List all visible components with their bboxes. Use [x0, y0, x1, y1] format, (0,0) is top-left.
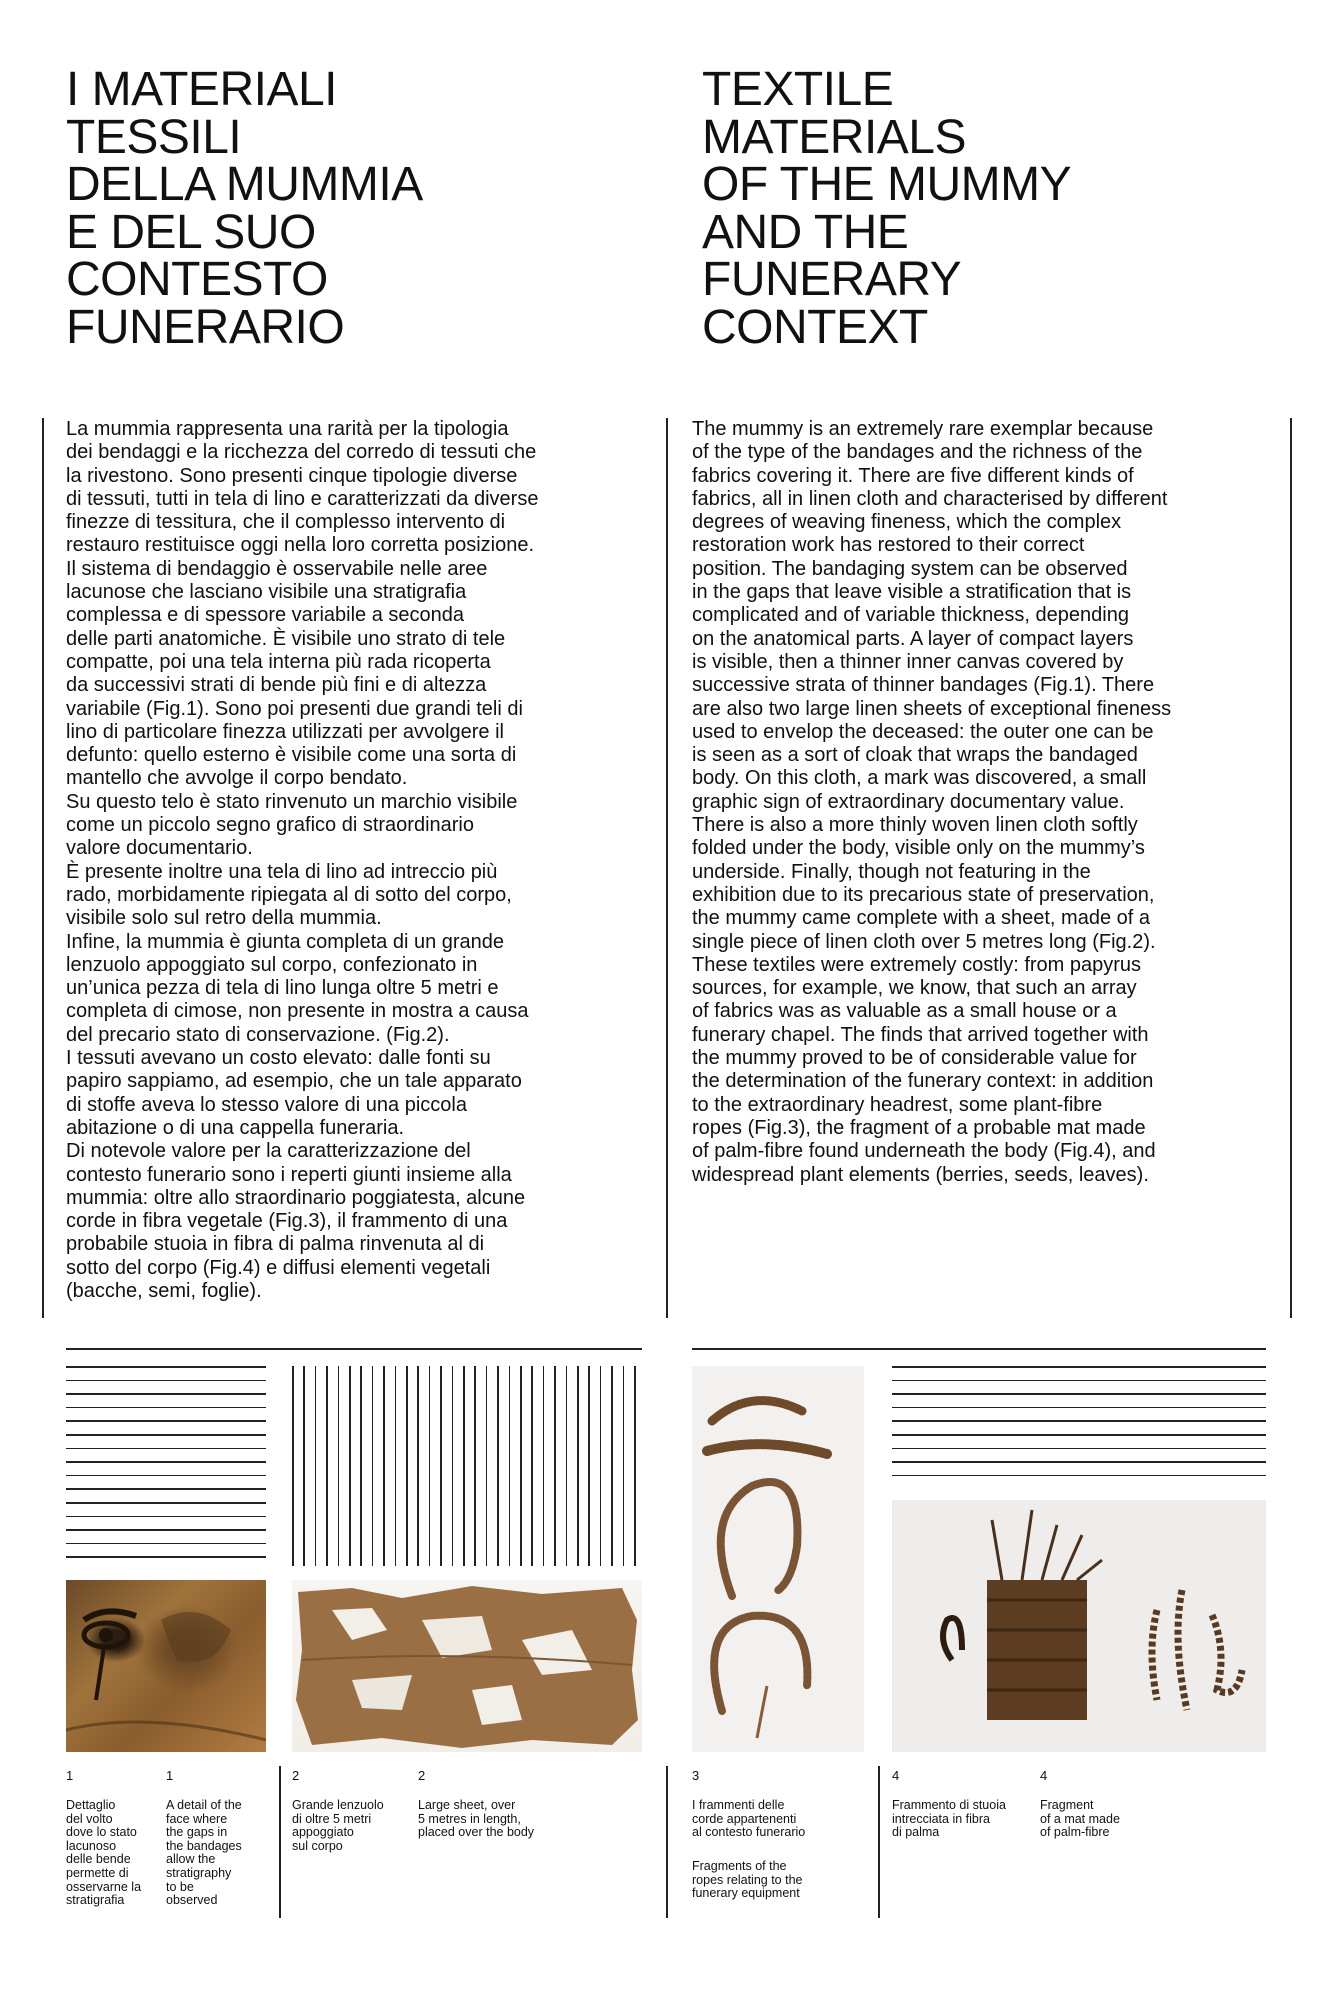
decorative-line	[360, 1366, 362, 1566]
decorative-line	[66, 1556, 266, 1558]
decorative-line	[66, 1461, 266, 1463]
horizontal-lines-pattern-right	[892, 1366, 1266, 1486]
header-rule-left	[66, 1348, 642, 1350]
photo-face-detail	[66, 1580, 266, 1752]
figure-1-number-en: 1	[166, 1768, 174, 1783]
decorative-line	[429, 1366, 431, 1566]
horizontal-lines-pattern-left	[66, 1366, 266, 1566]
body-text-italian: La mummia rappresenta una rarità per la tipologia dei bendaggi e la ricchezza del corredo di tessuti che la rivestono. Sono presenti cinque tipologie diverse di tessuti, tutti in tela di lino e caratterizzati da diverse finezze di tessitura, che il complesso intervento di restauro restituisce oggi nella loro corretta posizione. Il sistema di bendaggio è osservabile nelle aree lacunose che lasciano visibile una stratigrafia complessa e di spessore variabile a seconda delle parti anatomiche. È visibile uno strato di tele compatte, poi una tela interna più rada ricoperta da successivi strati di bende più fini e di altezza variabile (Fig.1). Sono poi presenti due grandi teli di lino di particolare finezza utilizzati per avvolgere il defunto: quello esterno è visibile come una sorta di mantello che avvolge il corpo bendato. Su questo telo è stato rinvenuto un marchio visibile come un piccolo segno grafico di straordinario valore documentario. È presente inoltre una tela di lino ad intreccio più rado, morbidamente ripiegata al di sotto del corpo, visibile solo sul retro della mummia. Infine, la mummia è giunta completa di un grande lenzuolo appoggiato sul corpo, confezionato in un’unica pezza di tela di lino lunga oltre 5 metri e completa di cimose, non presente in mostra a causa del precario stato di conservazione. (Fig.2). I tessuti avevano un costo elevato: dalle fonti su papiro sappiamo, ad esempio, che un tale apparato di stoffe aveva lo stesso valore di una piccola abitazione o di una cappella funeraria. Di notevole valore per la caratterizzazione del contesto funerario sono i reperti giunti insieme alla mummia: oltre allo straordinario poggiatesta, alcune corde in fibra vegetale (Fig.3), il frammento di una probabile stuoia in fibra di palma rinvenuta al di sotto del corpo (Fig.4) e diffusi elementi vegetali (bacche, semi, foglie).	[66, 418, 539, 1302]
decorative-line	[66, 1380, 266, 1382]
rope-illustration	[692, 1366, 864, 1752]
decorative-line	[892, 1461, 1266, 1463]
decorative-line	[66, 1488, 266, 1490]
decorative-line	[474, 1366, 476, 1566]
decorative-line	[892, 1393, 1266, 1395]
photo-linen-sheet	[292, 1580, 642, 1752]
decorative-line	[66, 1393, 266, 1395]
figure-4-number-en: 4	[1040, 1768, 1048, 1783]
decorative-line	[66, 1475, 266, 1477]
decorative-line	[372, 1366, 374, 1566]
right-column-rule	[1290, 418, 1292, 1318]
decorative-line	[554, 1366, 556, 1566]
body-text-english: The mummy is an extremely rare exemplar because of the type of the bandages and the richness of the fabrics covering it. There are five different kinds of fabrics, all in linen cloth and characterised by different degrees of weaving fineness, which the complex restoration work has restored to their correct position. The bandaging system can be observed in the gaps that leave visible a stratification that is complicated and of variable thickness, depending on the anatomical parts. A layer of compact layers is visible, then a thinner inner canvas covered by successive strata of thinner bandages (Fig.1). There are also two large linen sheets of exceptional fineness used to envelop the deceased: the outer one can be is seen as a sort of cloak that wraps the bandaged body. On this cloth, a mark was discovered, a small graphic sign of extraordinary documentary value. There is also a more thinly woven linen cloth softly folded under the body, visible only on the mummy’s underside. Finally, though not featuring in the exhibition due to its precarious state of preservation, the mummy came complete with a sheet, made of a single piece of linen cloth over 5 metres long (Fig.2). These textiles were extremely costly: from papyrus sources, for example, we know, that such an array of fabrics was as valuable as a small house or a funerary chapel. The finds that arrived together with the mummy proved to be of considerable value for the determination of the funerary context: in addition to the extraordinary headrest, some plant-fibre ropes (Fig.3), the fragment of a probable mat made of palm-fibre found underneath the body (Fig.4), and widespread plant elements (berries, seeds, leaves).	[692, 418, 1172, 1186]
decorative-line	[509, 1366, 511, 1566]
palm-mat-illustration	[892, 1500, 1266, 1752]
figure-4-number-it: 4	[892, 1768, 900, 1783]
decorative-line	[588, 1366, 590, 1566]
decorative-line	[406, 1366, 408, 1566]
decorative-line	[892, 1434, 1266, 1436]
caption-rule-2	[666, 1766, 668, 1918]
decorative-line	[303, 1366, 305, 1566]
linen-sheet-illustration	[292, 1580, 642, 1752]
figure-3-caption-it: I frammenti delle corde appartenenti al contesto funerario	[692, 1798, 806, 1840]
decorative-line	[520, 1366, 522, 1566]
photo-palm-mat	[892, 1500, 1266, 1752]
header-rule-right	[692, 1348, 1266, 1350]
decorative-line	[66, 1516, 266, 1518]
decorative-line	[531, 1366, 533, 1566]
decorative-line	[623, 1366, 625, 1566]
decorative-line	[349, 1366, 351, 1566]
decorative-line	[892, 1380, 1266, 1382]
figure-1-number-it: 1	[66, 1768, 74, 1783]
decorative-line	[892, 1448, 1266, 1450]
figure-2-caption-en: Large sheet, over 5 metres in length, placed over the body	[418, 1798, 535, 1840]
photo-rope-fragments	[692, 1366, 864, 1752]
decorative-line	[463, 1366, 465, 1566]
decorative-line	[326, 1366, 328, 1566]
decorative-line	[66, 1529, 266, 1531]
decorative-line	[395, 1366, 397, 1566]
decorative-line	[566, 1366, 568, 1566]
decorative-line	[600, 1366, 602, 1566]
decorative-line	[543, 1366, 545, 1566]
decorative-line	[338, 1366, 340, 1566]
decorative-line	[66, 1420, 266, 1422]
figure-2-number-en: 2	[418, 1768, 426, 1783]
decorative-line	[383, 1366, 385, 1566]
decorative-line	[440, 1366, 442, 1566]
caption-rule-3	[878, 1766, 880, 1918]
vertical-lines-pattern	[292, 1366, 642, 1566]
decorative-line	[66, 1543, 266, 1545]
figure-1-caption-en: A detail of the face where the gaps in the bandages allow the stratigraphy to be observed	[166, 1798, 242, 1908]
title-english: TEXTILE MATERIALS OF THE MUMMY AND THE FUNERARY CONTEXT	[702, 63, 1072, 354]
title-italian: I MATERIALI TESSILI DELLA MUMMIA E DEL SUO CONTESTO FUNERARIO	[66, 63, 423, 354]
decorative-line	[892, 1475, 1266, 1477]
decorative-line	[66, 1448, 266, 1450]
center-column-rule	[666, 418, 668, 1318]
decorative-line	[497, 1366, 499, 1566]
figure-2-caption-it: Grande lenzuolo di oltre 5 metri appoggiato sul corpo	[292, 1798, 384, 1853]
face-eye-illustration	[66, 1580, 266, 1752]
decorative-line	[66, 1434, 266, 1436]
figure-2-number-it: 2	[292, 1768, 300, 1783]
left-column-rule	[42, 418, 44, 1318]
decorative-line	[611, 1366, 613, 1566]
decorative-line	[417, 1366, 419, 1566]
figure-3-caption-en: Fragments of the ropes relating to the funerary equipment	[692, 1859, 803, 1901]
figure-3-number: 3	[692, 1768, 700, 1783]
decorative-line	[577, 1366, 579, 1566]
figure-1-caption-it: Dettaglio del volto dove lo stato lacunoso delle bende permette di osservarne la stratigrafia	[66, 1798, 142, 1908]
decorative-line	[66, 1407, 266, 1409]
figure-4-caption-en: Fragment of a mat made of palm-fibre	[1040, 1798, 1120, 1840]
decorative-line	[292, 1366, 294, 1566]
decorative-line	[634, 1366, 636, 1566]
decorative-line	[315, 1366, 317, 1566]
figure-4-caption-it: Frammento di stuoia intrecciata in fibra di palma	[892, 1798, 1006, 1840]
decorative-line	[486, 1366, 488, 1566]
caption-rule-1	[279, 1766, 281, 1918]
decorative-line	[892, 1420, 1266, 1422]
decorative-line	[452, 1366, 454, 1566]
decorative-line	[892, 1407, 1266, 1409]
decorative-line	[66, 1502, 266, 1504]
decorative-line	[66, 1366, 266, 1368]
decorative-line	[892, 1366, 1266, 1368]
